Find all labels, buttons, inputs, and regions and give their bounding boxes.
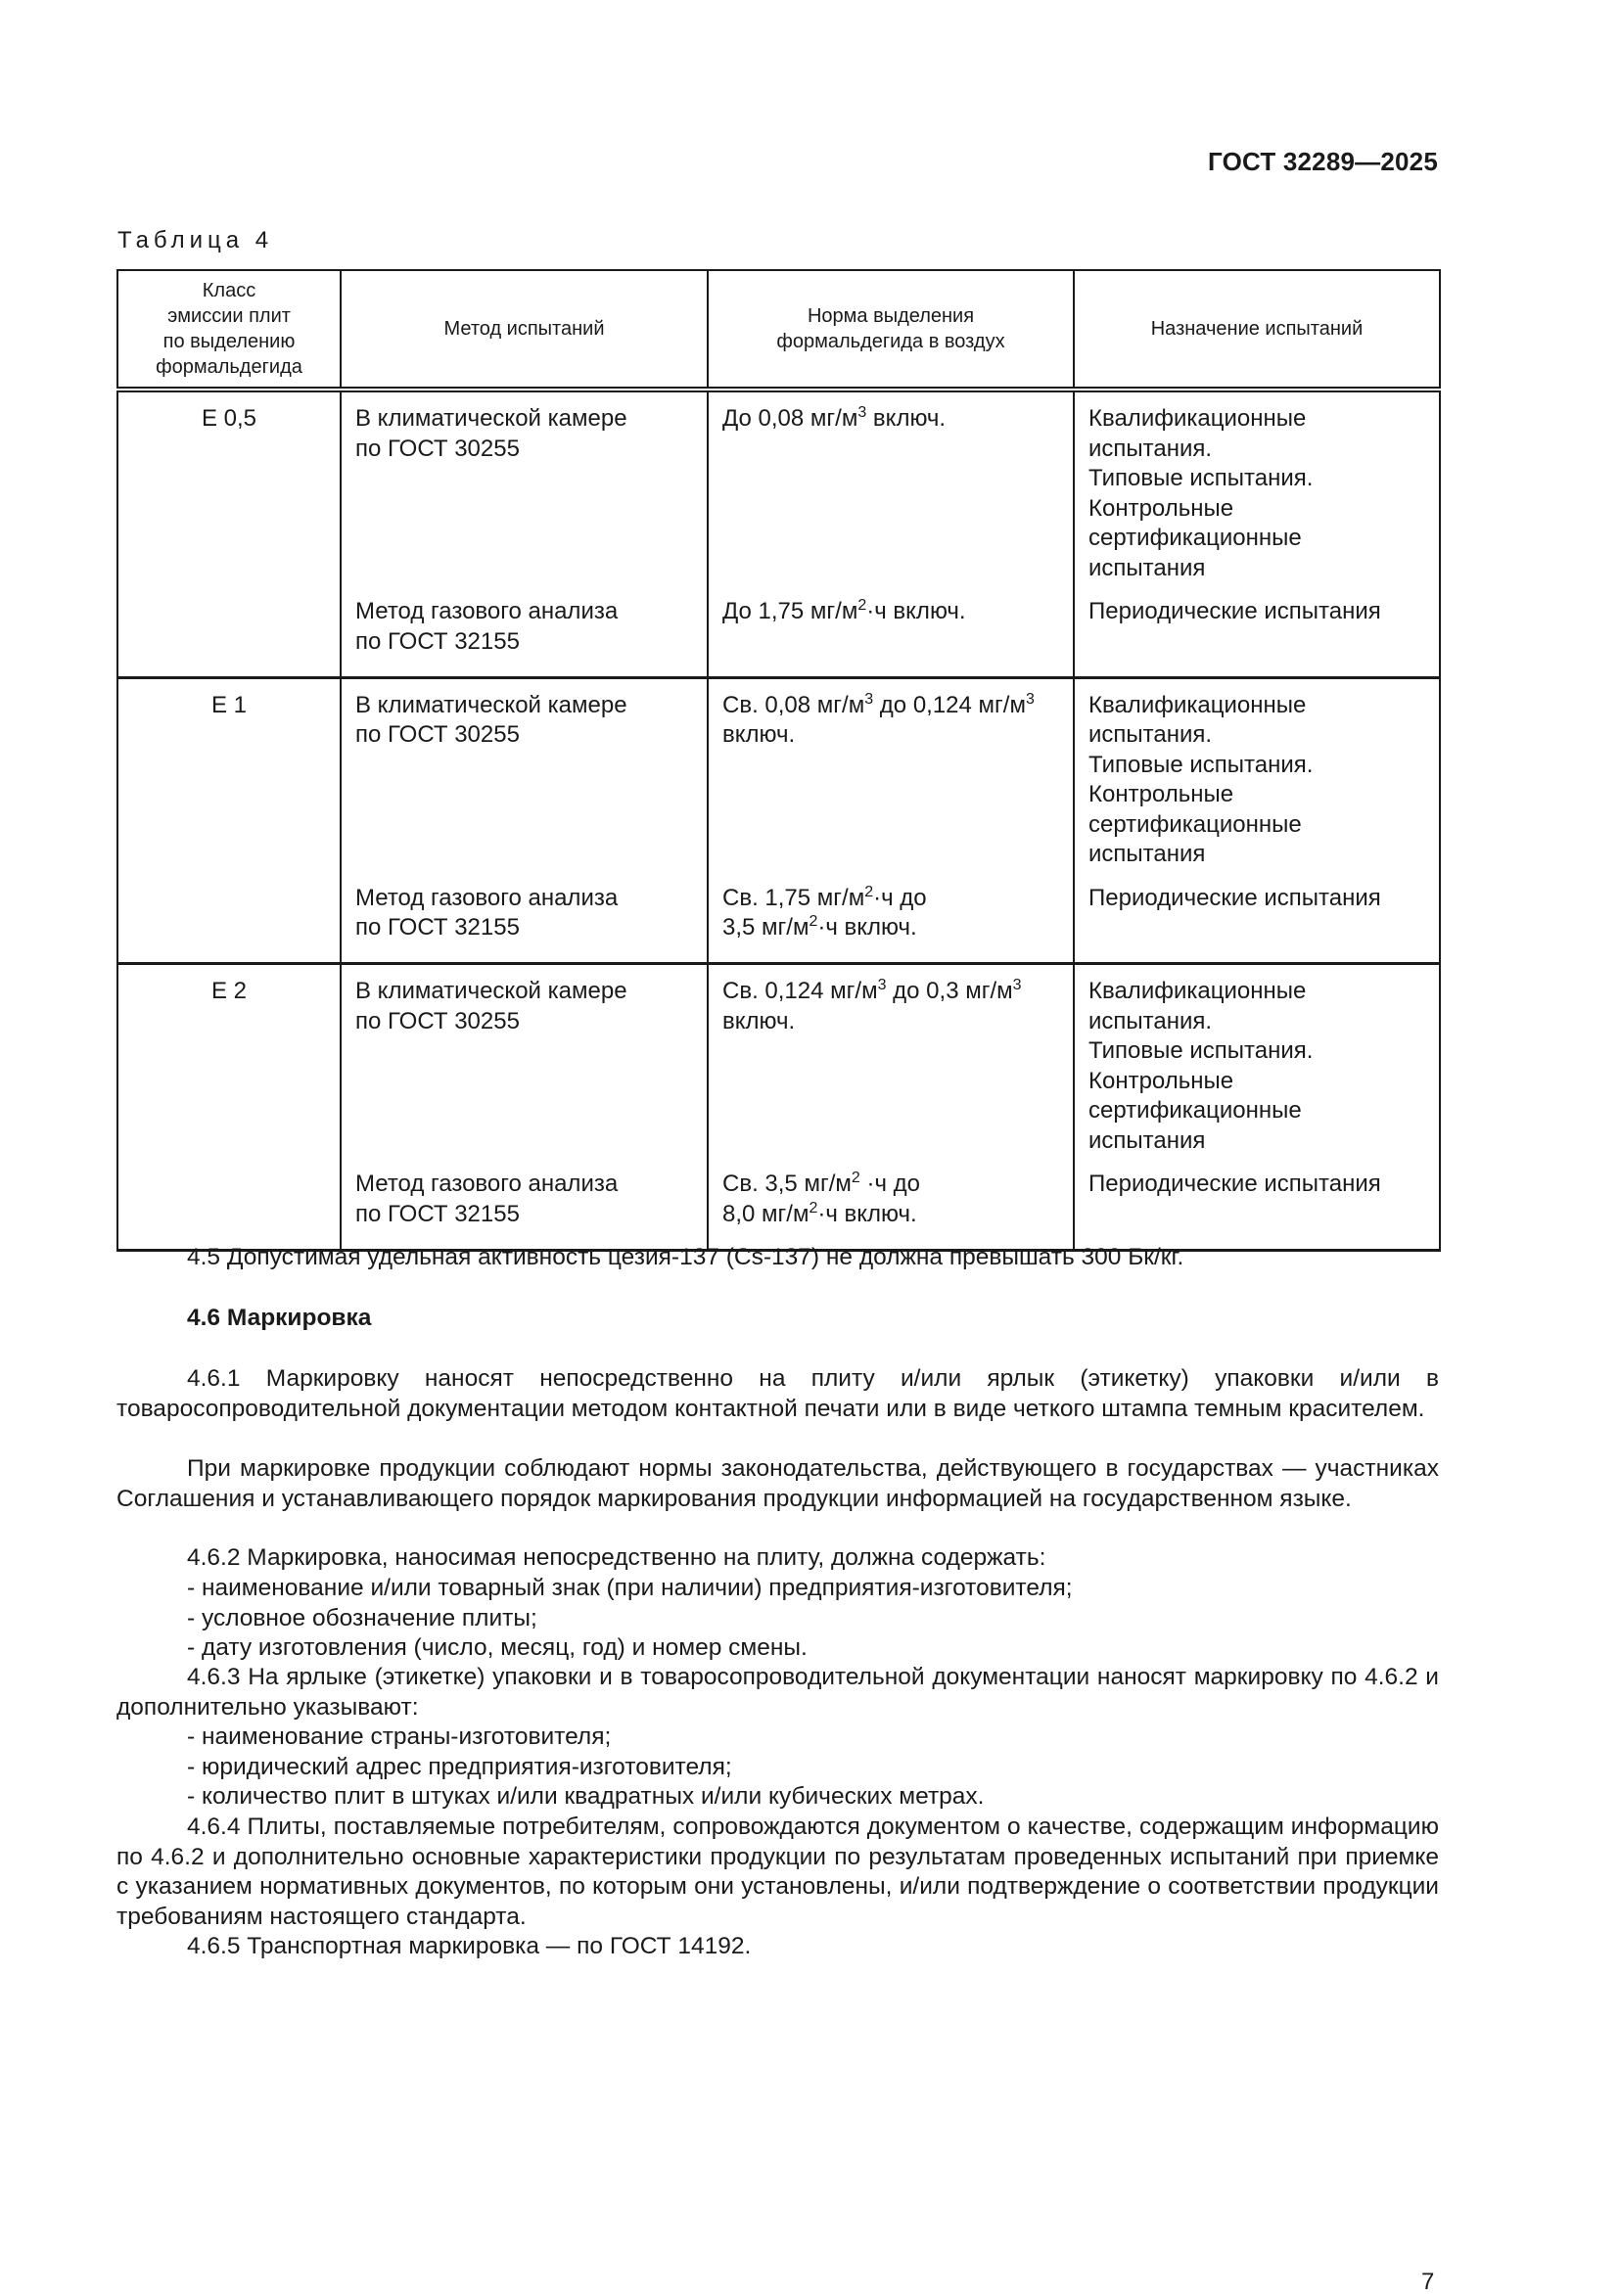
paragraph-4-6-4: 4.6.4 Плиты, поставляемые потребителям, сопровождаются документом о качестве, содержащим информацию по 4.6.2 и дополнительно основные характеристики продукции по результатам проведенных испытаний при приемке с указанием нормативных документов, по которым они установлены, и/или подтверждение о соответствии продукции требованиям настоящего стандарта. [116, 1814, 1439, 1930]
column-header-norm: Норма выделения формальдегида в воздух [708, 270, 1074, 390]
norm-cell: Св. 3,5 $мг/м^2 \cdot ч$ до 8,0 $мг/м^2\cdot ч$ включ. [708, 1156, 1074, 1250]
table-row [117, 677, 1440, 870]
method-cell: Метод газового анализа по ГОСТ 32155 [341, 583, 708, 677]
document-code: ГОСТ 32289—2025 [1208, 147, 1438, 176]
table-caption: Таблица 4 [117, 227, 274, 253]
list-4-6-2 [116, 1574, 1439, 1664]
emission-class-table [116, 269, 1441, 1252]
paragraph-4-6-3: 4.6.3 На ярлыке (этикетке) упаковки и в товаросопроводительной документации наносят маркировку по 4.6.2 и дополнительно указывают: [116, 1664, 1439, 1721]
page-number: 7 [1421, 2269, 1435, 2295]
paragraph-4-5: 4.5 Допустимая удельная активность цезия-137 (Cs-137) не должна превышать 300 Бк/кг. [187, 1244, 1184, 1270]
norm-cell: До 1,75 $мг/м^2\cdot ч$ включ. [708, 583, 1074, 677]
list-item: - условное обозначение плиты; [187, 1604, 537, 1631]
column-header-class: Класс эмиссии плит по выделению формальдегида [117, 270, 341, 390]
method-cell: Метод газового анализа по ГОСТ 32155 [341, 870, 708, 964]
list-item: - дату изготовления (число, месяц, год) и номер смены. [187, 1634, 808, 1661]
paragraph-4-6-5: 4.6.5 Транспортная маркировка — по ГОСТ 14192. [187, 1933, 752, 1959]
column-header-purpose: Назначение испытаний [1074, 270, 1440, 390]
purpose-cell: Периодические испытания [1074, 1156, 1440, 1250]
table-row [117, 964, 1440, 1157]
method-cell: В климатической камере по ГОСТ 30255 [341, 390, 708, 583]
table-row [117, 390, 1440, 583]
emission-class-cell: Е 0,5 [117, 390, 341, 677]
section-heading-4-6: 4.6 Маркировка [187, 1305, 372, 1331]
paragraph-4-6-1-b: При маркировке продукции соблюдают нормы законодательства, действующего в государствах — участниках Соглашения и устанавливающего порядок маркирования продукции информацией на государственном языке. [116, 1455, 1439, 1512]
purpose-cell: Квалификационные испытания. Типовые испытания. Контрольные сертификационные испытания [1074, 677, 1440, 870]
list-item: - юридический адрес предприятия-изготовителя; [187, 1753, 732, 1780]
purpose-cell: Квалификационные испытания. Типовые испытания. Контрольные сертификационные испытания [1074, 964, 1440, 1157]
method-cell: В климатической камере по ГОСТ 30255 [341, 964, 708, 1157]
norm-cell: Св. 1,75 $мг/м^2\cdot ч$ до 3,5 $мг/м^2\cdot ч$ включ. [708, 870, 1074, 964]
method-cell: Метод газового анализа по ГОСТ 32155 [341, 1156, 708, 1250]
purpose-cell: Квалификационные испытания. Типовые испытания. Контрольные сертификационные испытания [1074, 390, 1440, 583]
paragraph-4-6-1: 4.6.1 Маркировку наносят непосредственно на плиту и/или ярлык (этикетку) упаковки и/или в товаросопроводительной документации методом контактной печати или в виде четкого штампа темным красителем. [116, 1365, 1439, 1422]
norm-cell: Св. 0,08 $мг/м^3$ до 0,124 $мг/м^3$ включ. [708, 677, 1074, 870]
column-header-method: Метод испытаний [341, 270, 708, 390]
purpose-cell: Периодические испытания [1074, 583, 1440, 677]
list-item: - наименование страны-изготовителя; [187, 1723, 612, 1750]
norm-cell: Св. 0,124 $мг/м^3$ до 0,3 $мг/м^3$ включ. [708, 964, 1074, 1157]
norm-cell: До 0,08 $мг/м^3$ включ. [708, 390, 1074, 583]
table-header-row [117, 270, 1440, 390]
emission-class-cell: Е 1 [117, 677, 341, 964]
paragraph-4-6-2: 4.6.2 Маркировка, наносимая непосредственно на плиту, должна содержать: [187, 1544, 1046, 1571]
list-item: - количество плит в штуках и/или квадратных и/или кубических метрах. [187, 1783, 985, 1810]
list-item: - наименование и/или товарный знак (при наличии) предприятия-изготовителя; [187, 1575, 1073, 1601]
purpose-cell: Периодические испытания [1074, 870, 1440, 964]
method-cell: В климатической камере по ГОСТ 30255 [341, 677, 708, 870]
list-4-6-3 [116, 1722, 1439, 1813]
emission-class-cell: Е 2 [117, 964, 341, 1251]
